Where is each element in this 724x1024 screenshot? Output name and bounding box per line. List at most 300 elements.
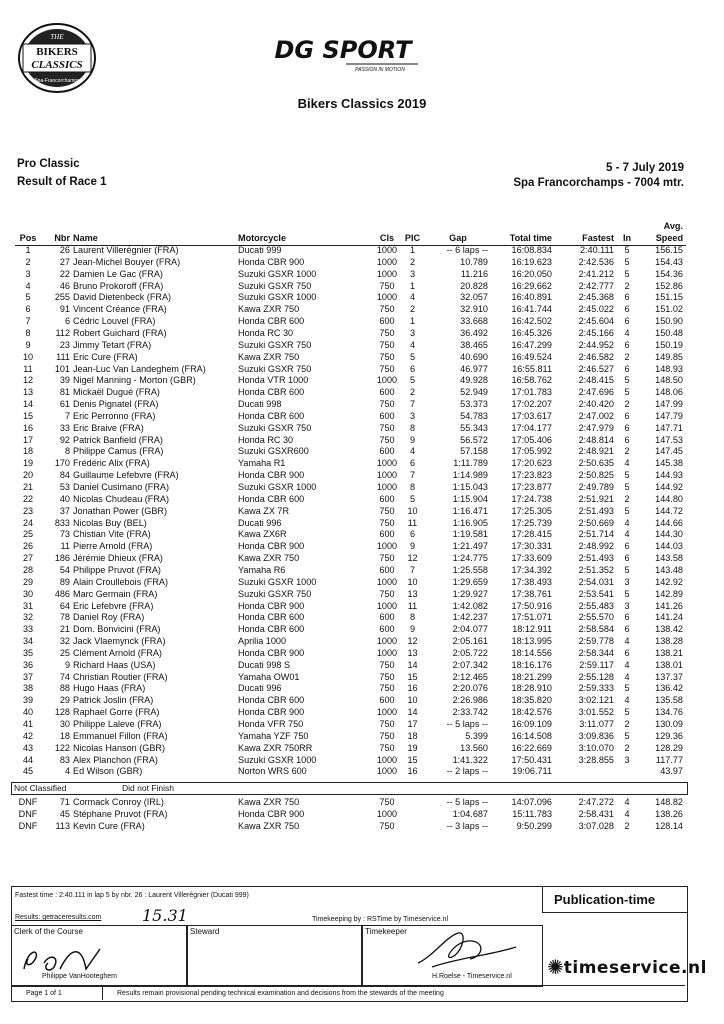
steward-label: Steward (190, 927, 220, 936)
row-nbr: 186 (54, 553, 70, 564)
row-cls: 1000 (376, 458, 398, 469)
row-total-time: 17:23.877 (511, 482, 552, 492)
row-pic: 11 (407, 600, 418, 611)
row-fastest: 2:45.022 (578, 304, 614, 315)
row-motorcycle: Norton WRS 600 (238, 766, 307, 777)
row-name: Nigel Manning - Morton (GBR) (73, 375, 196, 386)
result-label: Result of Race 1 (17, 176, 107, 188)
row-motorcycle: Yamaha YZF 750 (238, 730, 309, 741)
row-avg-speed: 143.58 (655, 553, 683, 564)
row-pos: 41 (22, 719, 34, 729)
row-motorcycle: Honda VTR 1000 (238, 375, 309, 386)
row-gap: 2:12.465 (452, 671, 488, 682)
row-nbr: 112 (55, 327, 70, 338)
row-nbr: 33 (59, 422, 70, 433)
row-avg-speed: 137.37 (655, 671, 683, 682)
row-total-time: 16:41.744 (511, 304, 552, 315)
row-in-lap: 4 (624, 517, 630, 528)
svg-text:THE: THE (50, 33, 64, 41)
row-fastest: 2:46.582 (578, 351, 614, 362)
row-pic: 10 (407, 505, 418, 516)
row-total-time: 17:33.609 (511, 553, 552, 564)
row-pos: 27 (22, 553, 34, 564)
row-gap: 1:15.043 (452, 482, 488, 492)
row-fastest: 2:58.344 (578, 647, 614, 658)
row-pos: 1 (25, 245, 31, 255)
row-fastest: 2:40.111 (579, 245, 614, 255)
row-total-time: 18:21.299 (511, 671, 552, 682)
row-in-lap: 5 (624, 564, 630, 575)
row-avg-speed: 128.29 (655, 742, 683, 753)
row-pic: 3 (409, 410, 416, 421)
row-total-time: 16:49.524 (511, 351, 552, 362)
row-name: Jonathan Power (GBR) (73, 505, 168, 516)
row-total-time: 18:42.576 (511, 707, 552, 718)
row-nbr: 6 (64, 316, 70, 327)
row-avg-speed: 138.42 (655, 624, 683, 635)
row-cls: 750 (379, 339, 395, 350)
dnf-row (0, 797, 724, 809)
table-row (0, 731, 724, 743)
row-in-lap: 6 (624, 541, 630, 552)
row-pos: 12 (22, 375, 34, 386)
row-motorcycle: Suzuki GSXR 1000 (238, 576, 317, 587)
row-pic: 1 (409, 245, 416, 255)
row-name: Nicolas Chudeau (FRA) (73, 493, 170, 504)
row-name: Denis Pignatel (FRA) (73, 399, 159, 410)
row-in-lap: 2 (624, 821, 630, 831)
header-cls: Cls (379, 233, 395, 243)
row-name: Jack Vlaemynck (FRA) (73, 636, 166, 647)
row-fastest: 3:10.070 (578, 742, 614, 753)
row-pic: 16 (407, 766, 418, 777)
row-cls: 1000 (376, 541, 398, 552)
row-name: Alain Croullebois (FRA) (73, 576, 169, 587)
row-motorcycle: Ducati 999 (238, 245, 282, 255)
row-in-lap: 4 (624, 809, 630, 819)
row-nbr: 113 (55, 821, 70, 831)
row-fastest: 2:55.128 (578, 671, 614, 682)
row-motorcycle: Honda CBR 900 (238, 470, 305, 481)
row-gap: -- 5 laps -- (446, 719, 488, 729)
row-cls: 750 (379, 517, 395, 528)
row-cls: 750 (379, 399, 395, 410)
row-total-time: 17:01.783 (511, 387, 552, 398)
table-row (0, 328, 724, 340)
row-nbr: 53 (59, 482, 70, 492)
row-motorcycle: Aprilia 1000 (238, 636, 287, 647)
row-pic: 5 (409, 493, 416, 504)
row-fastest: 2:49.789 (578, 482, 614, 492)
row-name: Philippe Pruvot (FRA) (73, 564, 161, 575)
table-row (0, 387, 724, 399)
row-total-time: 17:04.177 (511, 422, 552, 433)
table-row (0, 755, 724, 767)
row-motorcycle: Kawa ZX 7R (238, 505, 290, 516)
row-pic: 4 (409, 339, 416, 350)
row-avg-speed: 151.15 (655, 292, 683, 303)
svg-text:BIKERS: BIKERS (36, 46, 78, 58)
table-row (0, 423, 724, 435)
row-cls: 1000 (376, 766, 398, 777)
results-source: Results: getraceresults.com (15, 914, 102, 921)
row-total-time: 17:38.493 (511, 576, 552, 587)
row-fastest: 2:59.117 (579, 659, 614, 670)
row-pos: 20 (22, 470, 34, 481)
row-motorcycle: Honda CBR 600 (238, 387, 305, 398)
row-pos: 34 (22, 636, 34, 647)
row-avg-speed: 151.02 (655, 304, 683, 315)
row-fastest: 2:58.584 (578, 624, 614, 635)
row-motorcycle: Yamaha R1 (238, 458, 286, 469)
row-pic: 2 (409, 256, 416, 267)
row-total-time: 16:14.508 (511, 730, 552, 741)
row-name: Jean-Luc Van Landeghem (FRA) (73, 363, 206, 374)
row-motorcycle: Honda CBR 600 (238, 493, 305, 504)
row-fastest: 2:47.272 (578, 797, 614, 807)
row-nbr: 21 (59, 624, 70, 635)
table-row (0, 281, 724, 293)
row-nbr: 255 (54, 292, 70, 303)
dg-sport-logo (258, 36, 428, 74)
row-nbr: 25 (59, 647, 70, 658)
row-gap: 53.373 (460, 399, 488, 410)
timekeeping-note: Timekeeping by : RSTime by Timeservice.nl (312, 916, 449, 923)
row-fastest: 3:02.121 (578, 695, 614, 706)
row-fastest: 2:42.777 (578, 280, 614, 291)
row-avg-speed: 141.26 (655, 600, 683, 611)
row-nbr: 833 (54, 517, 70, 528)
row-in-lap: 2 (624, 493, 630, 504)
row-fastest: 2:40.420 (578, 399, 614, 410)
row-motorcycle: Kawa ZXR 750 (238, 351, 300, 362)
row-in-lap: 6 (624, 292, 630, 303)
row-gap: 2:33.742 (452, 707, 488, 718)
row-avg-speed: 156.15 (655, 245, 683, 255)
row-name: Eric Braive (FRA) (73, 422, 144, 433)
table-row (0, 375, 724, 387)
row-avg-speed: 134.76 (655, 707, 683, 718)
row-cls: 1000 (376, 636, 398, 647)
row-pic: 6 (409, 529, 416, 540)
row-motorcycle: Ducati 996 (238, 683, 282, 694)
row-motorcycle: Suzuki GSXR 750 (238, 422, 312, 433)
timeservice-logo: ✺ timeservice.nl (547, 957, 707, 979)
table-row (0, 506, 724, 518)
table-row (0, 245, 724, 257)
row-in-lap: 2 (624, 446, 630, 457)
row-fastest: 2:47.696 (578, 387, 614, 398)
row-nbr: 9 (64, 659, 70, 670)
row-pos: 14 (22, 399, 34, 410)
row-fastest: 2:51.352 (578, 564, 614, 575)
row-gap: -- 6 laps -- (446, 245, 488, 255)
row-pic: 6 (409, 458, 416, 469)
row-nbr: 37 (59, 505, 70, 516)
header-speed: Speed (655, 233, 683, 243)
timekeeper-label: Timekeeper (365, 927, 407, 936)
row-cls: 750 (379, 719, 395, 729)
row-name: Jean-Michel Bouyer (FRA) (73, 256, 181, 267)
row-fastest: 2:48.921 (578, 446, 614, 457)
row-pic: 15 (407, 671, 418, 682)
table-row (0, 316, 724, 328)
row-cls: 750 (379, 327, 395, 338)
row-cls: 600 (379, 410, 395, 421)
row-fastest: 2:48.814 (578, 434, 614, 445)
row-avg-speed: 117.77 (655, 754, 683, 765)
row-pic: 10 (407, 576, 418, 587)
row-pic: 8 (409, 422, 416, 433)
row-gap: 1:16.471 (452, 505, 488, 516)
fastest-time-note: Fastest time : 2:40.111 in lap 5 by nbr. 26 : Laurent Villerégnier (Ducati 999) (15, 892, 249, 899)
row-pos: 10 (22, 351, 34, 362)
row-total-time: 17:50.431 (511, 754, 552, 765)
publication-time: Publication-time (554, 892, 656, 907)
row-motorcycle: Suzuki GSXR 750 (238, 339, 312, 350)
row-name: Patrick Banfield (FRA) (73, 434, 163, 445)
row-cls: 1000 (376, 576, 398, 587)
row-in-lap: 6 (624, 647, 630, 658)
row-cls: 1000 (376, 375, 398, 386)
row-cls: 1000 (376, 470, 398, 481)
row-total-time: 16:22.669 (511, 742, 552, 753)
row-total-time: 17:03.617 (511, 410, 552, 421)
row-pos: 38 (22, 683, 34, 694)
row-gap: 2:05.722 (452, 647, 488, 658)
row-avg-speed: 130.09 (655, 719, 683, 729)
row-pic: 14 (407, 707, 418, 718)
row-gap: 1:42.082 (452, 600, 488, 611)
row-total-time: 17:02.207 (511, 399, 552, 410)
row-nbr: 71 (59, 797, 70, 807)
row-pos: 11 (23, 363, 33, 374)
row-avg-speed: 152.86 (655, 280, 683, 291)
row-pos: 31 (22, 600, 34, 611)
row-total-time: 18:16.176 (511, 659, 552, 670)
row-fastest: 2:51.493 (578, 553, 614, 564)
header-pic: PIC (404, 233, 421, 243)
starburst-icon: ✺ (547, 957, 564, 979)
row-name: Vincent Créance (FRA) (73, 304, 167, 315)
row-motorcycle: Suzuki GSXR600 (238, 446, 309, 457)
row-fastest: 3:07.028 (578, 821, 614, 831)
row-in-lap: 5 (624, 482, 630, 492)
row-avg-speed: 145.38 (655, 458, 683, 469)
table-row (0, 577, 724, 589)
row-in-lap: 5 (624, 245, 630, 255)
row-cls: 600 (379, 624, 395, 635)
row-cls: 750 (379, 351, 395, 362)
row-avg-speed: 147.45 (655, 446, 683, 457)
row-gap: 11.216 (460, 268, 488, 279)
row-pos: 35 (22, 647, 34, 658)
table-row (0, 589, 724, 601)
row-pos: DNF (18, 797, 38, 807)
row-cls: 1000 (376, 809, 398, 819)
row-pos: 40 (22, 707, 34, 718)
row-name: Guillaume Lefebvre (FRA) (73, 470, 179, 481)
row-pos: 21 (22, 482, 34, 492)
row-avg-speed: 135.58 (655, 695, 683, 706)
handwritten-time: 15.31 (142, 906, 188, 925)
row-total-time: 16:55.811 (512, 363, 552, 374)
row-total-time: 17:50.916 (511, 600, 552, 611)
row-cls: 1000 (376, 647, 398, 658)
row-fastest: 2:41.212 (578, 268, 614, 279)
row-in-lap: 2 (624, 351, 630, 362)
row-nbr: 64 (59, 600, 70, 611)
row-gap: 2:05.161 (452, 636, 488, 647)
row-in-lap: 5 (624, 730, 630, 741)
row-total-time: 9:50.299 (516, 821, 552, 831)
row-in-lap: 5 (624, 683, 630, 694)
row-in-lap: 5 (624, 707, 630, 718)
row-fastest: 2:55.570 (578, 612, 614, 623)
row-gap: 2:07.342 (452, 659, 488, 670)
category-label: Pro Classic (17, 158, 80, 170)
row-in-lap: 3 (624, 576, 630, 587)
row-gap: -- 5 laps -- (446, 797, 488, 807)
row-fastest: 2:55.483 (578, 600, 614, 611)
row-total-time: 17:30.331 (511, 541, 552, 552)
table-row (0, 518, 724, 530)
row-pos: 8 (25, 327, 31, 338)
row-gap: 1:29.659 (452, 576, 488, 587)
row-name: Robert Guichard (FRA) (73, 327, 167, 338)
table-row (0, 743, 724, 755)
row-motorcycle: Honda CBR 900 (238, 256, 305, 267)
row-gap: 1:21.497 (452, 541, 488, 552)
row-total-time: 17:23.823 (511, 470, 552, 481)
row-cls: 1000 (376, 256, 398, 267)
row-motorcycle: Honda RC 30 (238, 434, 294, 445)
row-avg-speed: 138.01 (655, 659, 683, 670)
row-motorcycle: Suzuki GSXR 1000 (238, 268, 317, 279)
table-row (0, 435, 724, 447)
row-motorcycle: Yamaha OW01 (238, 671, 300, 682)
row-cls: 750 (379, 730, 395, 741)
row-fastest: 2:45.368 (578, 292, 614, 303)
row-name: Eric Lefebvre (FRA) (73, 600, 154, 611)
row-cls: 600 (379, 446, 395, 457)
row-cls: 600 (379, 387, 395, 398)
row-gap: 52.949 (460, 387, 488, 398)
row-avg-speed: 144.03 (655, 541, 683, 552)
row-cls: 1000 (376, 754, 398, 765)
row-nbr: 45 (59, 809, 70, 819)
row-gap: 1:15.904 (452, 493, 488, 504)
row-motorcycle: Suzuki GSXR 1000 (238, 482, 317, 492)
row-avg-speed: 142.89 (655, 588, 683, 599)
row-total-time: 18:12.911 (512, 624, 552, 635)
row-total-time: 17:20.623 (511, 458, 552, 469)
row-motorcycle: Honda VFR 750 (238, 719, 304, 729)
table-row (0, 269, 724, 281)
row-nbr: 83 (59, 754, 70, 765)
row-pos: 3 (25, 268, 31, 279)
row-name: Patrick Joslin (FRA) (73, 695, 154, 706)
row-fastest: 2:46.527 (578, 363, 614, 374)
row-name: Laurent Villerégnier (FRA) (73, 245, 179, 255)
row-in-lap: 4 (624, 327, 630, 338)
row-nbr: 128 (54, 707, 70, 718)
row-pos: 33 (22, 624, 34, 635)
row-avg-speed: 148.82 (655, 797, 683, 807)
row-cls: 600 (379, 493, 395, 504)
row-in-lap: 6 (624, 339, 630, 350)
row-cls: 750 (379, 553, 395, 564)
row-gap: 32.910 (460, 304, 488, 315)
row-name: Kevin Cure (FRA) (73, 821, 145, 831)
table-row (0, 565, 724, 577)
row-nbr: 486 (54, 588, 70, 599)
table-row (0, 612, 724, 624)
row-motorcycle: Honda CBR 600 (238, 410, 305, 421)
row-in-lap: 5 (624, 256, 630, 267)
row-gap: 1:42.237 (452, 612, 488, 623)
row-gap: 46.977 (460, 363, 488, 374)
row-avg-speed: 148.50 (655, 375, 683, 386)
row-pos: 15 (22, 410, 34, 421)
row-pic: 3 (409, 327, 416, 338)
row-fastest: 3:28.855 (578, 754, 614, 765)
row-total-time: 17:05.992 (511, 446, 552, 457)
row-motorcycle: Honda CBR 600 (238, 316, 305, 327)
row-nbr: 122 (54, 742, 70, 753)
table-row (0, 529, 724, 541)
row-name: Marc Germain (FRA) (73, 588, 158, 599)
table-row (0, 695, 724, 707)
svg-text:DG SPORT: DG SPORT (274, 36, 412, 64)
row-avg-speed: 43.97 (660, 766, 683, 777)
table-row (0, 446, 724, 458)
table-row (0, 636, 724, 648)
row-nbr: 4 (64, 766, 70, 777)
row-fastest: 2:48.992 (578, 541, 614, 552)
row-nbr: 61 (59, 399, 70, 410)
page-number: Page 1 of 1 (26, 990, 62, 997)
row-avg-speed: 128.14 (655, 821, 683, 831)
header-pos: Pos (19, 233, 37, 243)
row-name: Jimmy Tetart (FRA) (73, 339, 152, 350)
row-nbr: 89 (59, 576, 70, 587)
table-row (0, 624, 724, 636)
clerk-name: Philippe VanHooteghem (42, 973, 117, 980)
row-pic: 9 (409, 541, 416, 552)
row-in-lap: 4 (624, 797, 630, 807)
row-pos: DNF (18, 809, 38, 819)
row-name: Stéphane Pruvot (FRA) (73, 809, 168, 819)
row-pos: 26 (22, 541, 34, 552)
row-in-lap: 4 (624, 458, 630, 469)
header-fastest: Fastest (582, 233, 614, 243)
row-in-lap: 2 (624, 742, 630, 753)
row-in-lap: 6 (624, 410, 630, 421)
header-total: Total time (509, 233, 552, 243)
row-nbr: 91 (59, 304, 70, 315)
row-cls: 750 (379, 821, 395, 831)
row-in-lap: 4 (624, 659, 630, 670)
row-gap: 1:14.989 (452, 470, 488, 481)
row-motorcycle: Suzuki GSXR 1000 (238, 292, 317, 303)
row-name: Nicolas Hanson (GBR) (73, 742, 165, 753)
row-cls: 600 (379, 612, 395, 623)
row-name: Mickaël Dugué (FRA) (73, 387, 160, 398)
row-gap: 10.789 (460, 256, 488, 267)
row-name: Philippe Laleve (FRA) (73, 719, 162, 729)
row-avg-speed: 138.21 (655, 647, 683, 658)
